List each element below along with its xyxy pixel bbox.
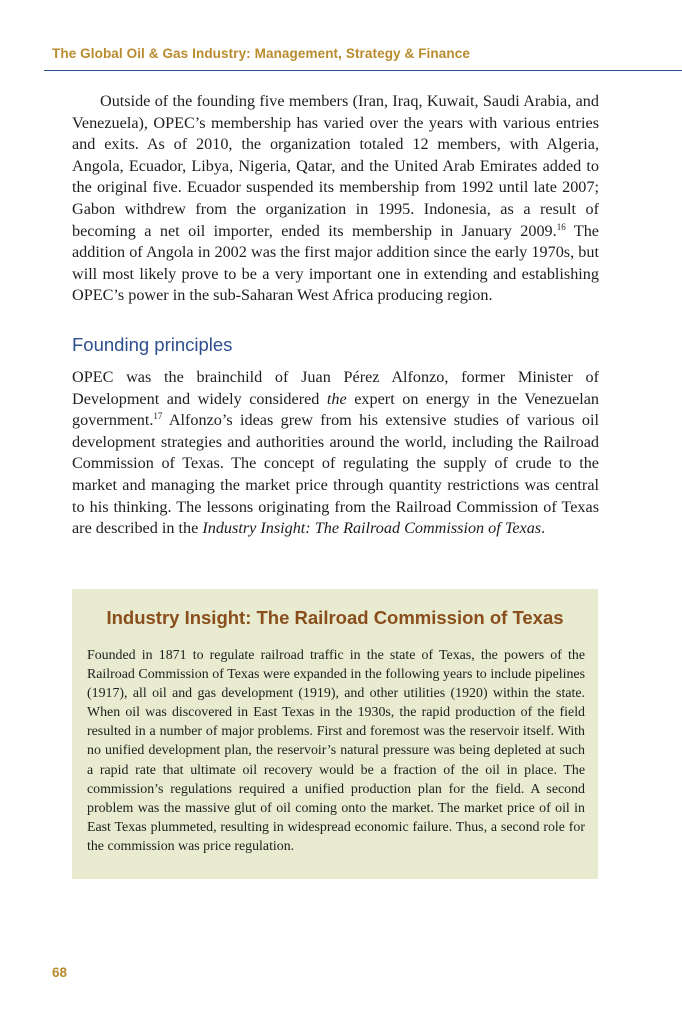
paragraph-text: .: [541, 519, 546, 538]
section-heading: Founding principles: [72, 334, 233, 355]
footnote-marker: 16: [556, 221, 566, 232]
paragraph-text: Outside of the founding five members (Iran, Iraq, Kuwait, Saudi Arabia, and Venezuela), OPEC’s membership has varied over the years with various entries and exits. As of 2010, the organization totaled 12 members, with Algeria, Angola, Ecuador, Libya, Nigeria, Qatar, and the United Arab Emirates added to the original five. Ecuador suspended its membership from 1992 until late 2007; Gabon withdrew from the organization in 1995. Indonesia, as a result of becoming a net oil importer, ended its membership in January 2009.: [72, 92, 599, 240]
insight-box-title: Industry Insight: The Railroad Commission of Texas: [106, 607, 564, 628]
body-paragraph-founding: [72, 367, 599, 540]
running-head-title: The Global Oil & Gas Industry: Management, Strategy & Finance: [52, 46, 470, 61]
insight-box-body: Founded in 1871 to regulate railroad traffic in the state of Texas, the powers of the Railroad Commission of Texas were expanded in the following years to include pipelines (1917), all oil and gas development (1919), and other utilities (1920) within the state. When oil was discovered in East Texas in the 1930s, the rapid production of the field resulted in a number of major problems. First and foremost was the reservoir itself. With no unified development plan, the reservoir’s natural pressure was being depleted at such a rapid rate that ultimate oil recovery would be a fraction of the oil in place. The commission’s regulations required a unified production plan for the field. A second problem was the massive glut of oil coming onto the market. The market price of oil in East Texas plummeted, resulting in widespread economic failure. Thus, a second role for the commission was price regulation.: [87, 648, 585, 854]
header-rule: [44, 70, 682, 71]
footnote-marker: 17: [153, 411, 163, 422]
emphasis-text: the: [326, 389, 347, 408]
cross-reference: Industry Insight: The Railroad Commission of Texas: [202, 519, 542, 538]
industry-insight-box: [72, 589, 598, 879]
page-number: 68: [52, 965, 68, 980]
paragraph-text: Alfonzo’s ideas grew from his extensive studies of various oil development strategies and authorities around the world, including the Railroad Commission of Texas. The concept of regulating the supply of crude to the market and managing the market price through quantity restrictions was central to his thinking. The lessons originating from the Railroad Commission of Texas are described in the: [72, 411, 599, 538]
paragraph-text: The addition of Angola in 2002 was the first major addition since the early 1970s, but will most likely prove to be a very important one in extending and establishing OPEC’s power in the sub-Saharan West Africa producing region.: [72, 221, 599, 305]
paragraph-text: expert on energy in the Venezuelan government.: [72, 389, 599, 430]
paragraph-text: OPEC was the brainchild of Juan Pérez Alfonzo, former Minister of Development and widely considered: [72, 368, 599, 408]
body-paragraph-membership: [72, 91, 599, 307]
